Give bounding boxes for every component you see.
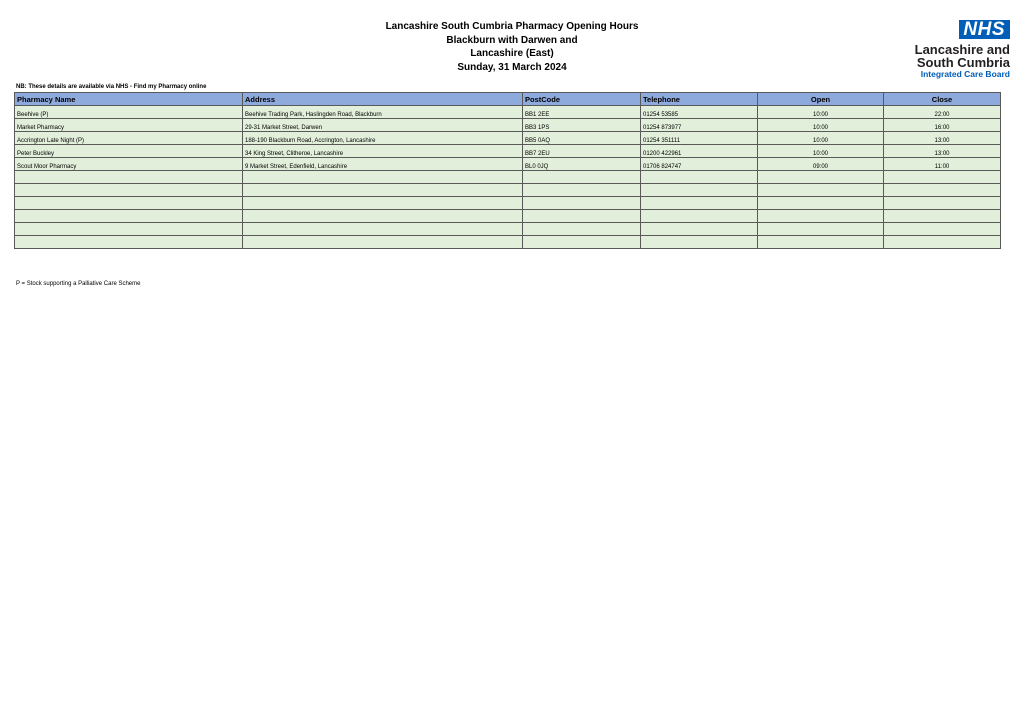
palliative-care-footnote: P = Stock supporting a Palliative Care Scheme: [16, 281, 141, 287]
cell-address: [243, 197, 523, 210]
column-header-postcode: PostCode: [523, 93, 641, 106]
column-header-pharmacy-name: Pharmacy Name: [15, 93, 243, 106]
cell-telephone: [641, 210, 758, 223]
table-row: [15, 145, 1001, 158]
cell-close: 11:00: [884, 158, 1001, 171]
cell-postcode: BB7 2EU: [523, 145, 641, 158]
title-line: Lancashire (East): [470, 48, 554, 59]
cell-pharmacy-name: Scout Moor Pharmacy: [15, 158, 243, 171]
title-date: Sunday, 31 March 2024: [457, 61, 567, 73]
cell-open: 10:00: [758, 132, 884, 145]
document-title: [312, 20, 712, 74]
availability-note: NB: These details are available via NHS - Find my Pharmacy online: [16, 84, 207, 90]
cell-pharmacy-name: Market Pharmacy: [15, 119, 243, 132]
cell-open: 10:00: [758, 119, 884, 132]
cell-close: 22:00: [884, 106, 1001, 119]
cell-pharmacy-name: [15, 210, 243, 223]
cell-address: [243, 223, 523, 236]
cell-telephone: [641, 236, 758, 249]
cell-telephone: 01706 824747: [641, 158, 758, 171]
title-line: Blackburn with Darwen and: [446, 34, 578, 46]
cell-postcode: BB5 0AQ: [523, 132, 641, 145]
nhs-logo: [902, 20, 1010, 80]
column-header-close: Close: [884, 93, 1001, 106]
cell-close: 13:00: [884, 145, 1001, 158]
cell-close: 13:00: [884, 132, 1001, 145]
table-header-row: [15, 93, 1001, 106]
cell-address: [243, 210, 523, 223]
cell-open: [758, 197, 884, 210]
cell-address: 188-190 Blackburn Road, Accrington, Lancashire: [243, 132, 523, 145]
cell-address: [243, 236, 523, 249]
cell-postcode: [523, 197, 641, 210]
table-row: [15, 158, 1001, 171]
column-header-open: Open: [758, 93, 884, 106]
cell-open: [758, 171, 884, 184]
cell-telephone: [641, 171, 758, 184]
org-name-line1: Lancashire and: [914, 42, 1010, 57]
cell-telephone: 01200 422961: [641, 145, 758, 158]
cell-pharmacy-name: [15, 197, 243, 210]
cell-postcode: [523, 236, 641, 249]
cell-address: Beehive Trading Park, Haslingden Road, Blackburn: [243, 106, 523, 119]
cell-telephone: [641, 184, 758, 197]
cell-close: [884, 236, 1001, 249]
table-row: [15, 171, 1001, 184]
org-name-line2: South Cumbria: [916, 55, 1010, 70]
cell-postcode: BL0 0JQ: [523, 158, 641, 171]
cell-open: [758, 184, 884, 197]
cell-postcode: [523, 171, 641, 184]
column-header-address: Address: [243, 93, 523, 106]
cell-postcode: BB3 1PS: [523, 119, 641, 132]
cell-address: 34 King Street, Clitheroe, Lancashire: [243, 145, 523, 158]
cell-pharmacy-name: [15, 171, 243, 184]
cell-close: [884, 223, 1001, 236]
cell-open: 10:00: [758, 106, 884, 119]
table-row: [15, 184, 1001, 197]
cell-telephone: 01254 53585: [641, 106, 758, 119]
cell-open: [758, 210, 884, 223]
cell-open: 09:00: [758, 158, 884, 171]
table-row: [15, 236, 1001, 249]
cell-postcode: [523, 210, 641, 223]
cell-pharmacy-name: [15, 184, 243, 197]
cell-pharmacy-name: [15, 223, 243, 236]
cell-pharmacy-name: Peter Buckley: [15, 145, 243, 158]
cell-address: [243, 184, 523, 197]
table-row: [15, 197, 1001, 210]
cell-open: [758, 236, 884, 249]
cell-address: 29-31 Market Street, Darwen: [243, 119, 523, 132]
cell-pharmacy-name: Accrington Late Night (P): [15, 132, 243, 145]
column-header-telephone: Telephone: [641, 93, 758, 106]
cell-telephone: [641, 223, 758, 236]
cell-postcode: [523, 223, 641, 236]
table-row: [15, 106, 1001, 119]
cell-open: [758, 223, 884, 236]
table-row: [15, 210, 1001, 223]
cell-close: 16:00: [884, 119, 1001, 132]
cell-postcode: [523, 184, 641, 197]
title-line: Lancashire South Cumbria Pharmacy Opening Hours: [385, 21, 639, 32]
cell-telephone: [641, 197, 758, 210]
table-row: [15, 119, 1001, 132]
table-row: [15, 132, 1001, 145]
cell-postcode: BB1 2EE: [523, 106, 641, 119]
cell-pharmacy-name: [15, 236, 243, 249]
cell-close: [884, 171, 1001, 184]
cell-close: [884, 184, 1001, 197]
nhs-badge: NHS: [959, 20, 1010, 39]
cell-close: [884, 197, 1001, 210]
cell-address: [243, 171, 523, 184]
pharmacy-table: [14, 92, 1001, 249]
cell-pharmacy-name: Beehive (P): [15, 106, 243, 119]
cell-close: [884, 210, 1001, 223]
table-row: [15, 223, 1001, 236]
cell-address: 9 Market Street, Edenfield, Lancashire: [243, 158, 523, 171]
org-subtitle: Integrated Care Board: [920, 69, 1010, 79]
cell-open: 10:00: [758, 145, 884, 158]
cell-telephone: 01254 351111: [641, 132, 758, 145]
cell-telephone: 01254 873977: [641, 119, 758, 132]
